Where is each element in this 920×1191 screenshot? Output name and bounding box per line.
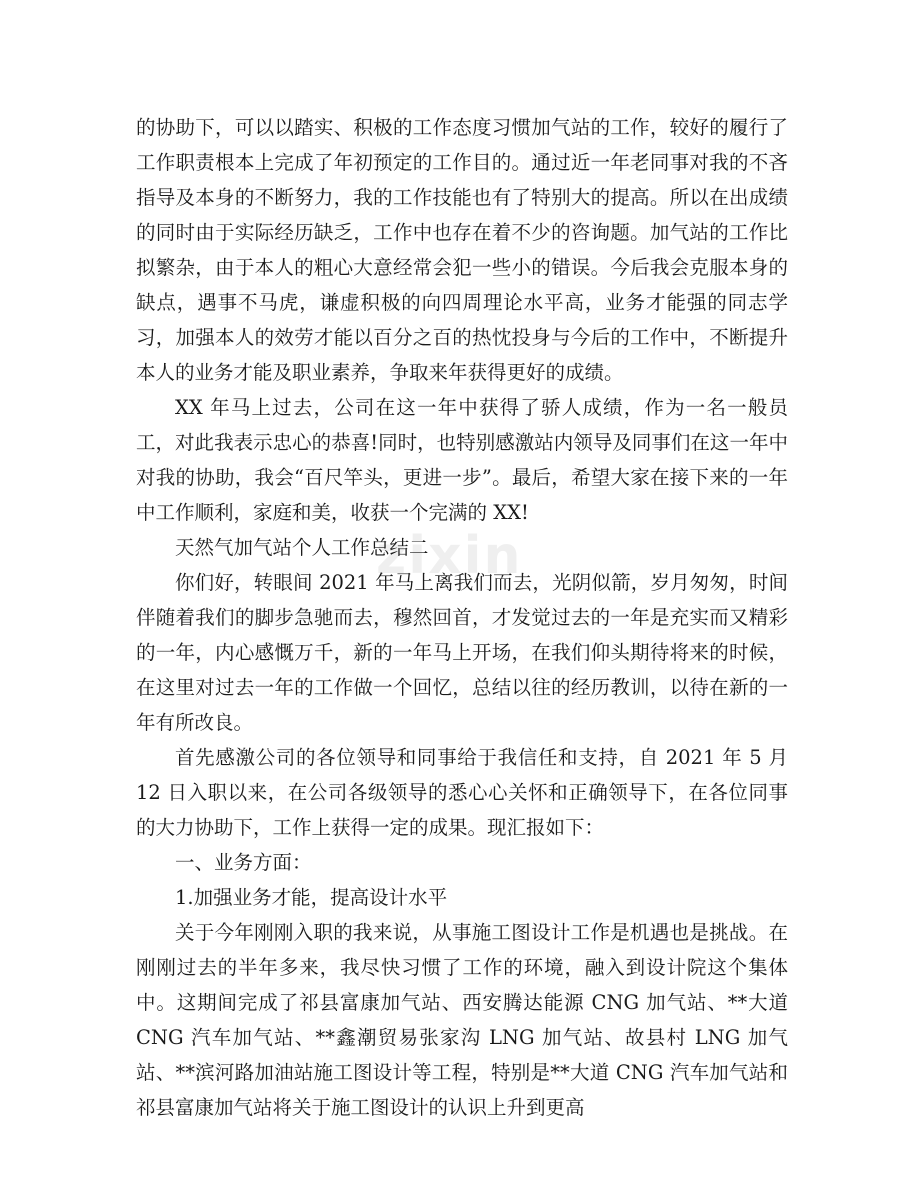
heading-improve-skills: 1.加强业务才能，提高设计水平 <box>175 886 448 909</box>
document-body <box>136 110 788 1125</box>
paragraph-design-work: 关于今年刚刚入职的我来说，从事施工图设计工作是机遇也是挑战。在刚刚过去的半年多来，我尽快习惯了工作的环境，融入到设计院这个集体中。这期间完成了祁县富康加气站、西安腾达能源 CNG 加气站、**大道 CNG 汽车加气站、**鑫潮贸易张家沟 LNG 加气站、故县村 LNG 加气站、**滨河路加油站施工图设计等工程，特别是**大道 CNG 汽车加气站和祁县富康加气站将关于施工图设计的认识上升到更高 <box>136 921 788 1119</box>
paragraph-greeting: 你们好，转眼间 2021 年马上离我们而去，光阴似箭，岁月匆匆，时间伴随着我们的脚步急驰而去，穆然回首，才发觉过去的一年是充实而又精彩的一年，内心感慨万千，新的一年马上开场，在我们仰头期待将来的时候，在这里对过去一年的工作做一个回忆，总结以往的经历教训，以待在新的一年有所改良。 <box>136 571 788 734</box>
watermark: zixin <box>376 526 523 586</box>
paragraph-continued: 的协助下，可以以踏实、积极的工作态度习惯加气站的工作，较好的履行了工作职责根本上完成了年初预定的工作目的。通过近一年老同事对我的不吝指导及本身的不断努力，我的工作技能也有了特别大的提高。所以在出成绩的同时由于实际经历缺乏，工作中也存在着不少的咨询题。加气站的工作比拟繁杂，由于本人的粗心大意经常会犯一些小的错误。今后我会克服本身的缺点，遇事不马虎，谦虚积极的向四周理论水平高，业务才能强的同志学习，加强本人的效劳才能以百分之百的热忱投身与今后的工作中，不断提升本人的业务才能及职业素养，争取来年获得更好的成绩。 <box>136 116 788 384</box>
paragraph-closing-remarks: XX 年马上过去，公司在这一年中获得了骄人成绩，作为一名一般员工，对此我表示忠心的恭喜!同时，也特别感激站内领导及同事们在这一年中对我的协助，我会“百尺竿头，更进一步”。最后，希望大家在接下来的一年中工作顺利，家庭和美，收获一个完满的 XX! <box>136 396 788 524</box>
section-title: 天然气加气站个人工作总结二 <box>175 536 429 559</box>
paragraph-thanks: 首先感激公司的各位领导和同事给于我信任和支持，自 2021 年 5 月 12 日入职以来，在公司各级领导的悉心心关怀和正确领导下，在各位同事的大力协助下，工作上获得一定的成果。现汇报如下： <box>136 746 788 839</box>
heading-business: 一、业务方面： <box>175 851 312 874</box>
